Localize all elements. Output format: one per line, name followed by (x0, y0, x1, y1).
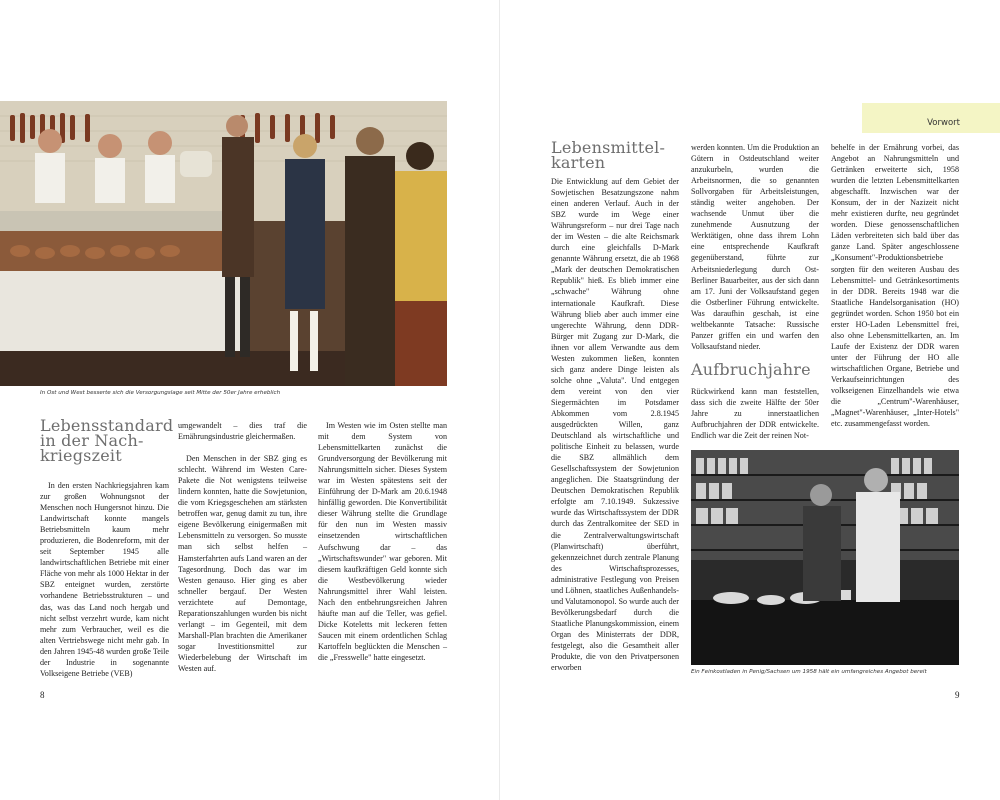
photo-caption: In Ost und West besserte sich die Versorgungslage seit Mitte der 50er Jahre erheblich (40, 390, 281, 396)
paragraph: werden konnten. Um die Produktion an Gütern in Ostdeutschland weiter anzukurbeln, wurden die Arbeitsnormen, die so genannten Sollvorgaben für Arbeitsleistungen, ständig weiter angehoben. Der wachsende Unmut über die zunehmende Ausnutzung der Werktätigen, ohne dass ihrem Lohn eine entsprechende Kaufkraft gegenüberstand, führte zur Arbeitsniederlegung durch Ost-Berliner Bauarbeiter, aus der sich dann am 17. Juni der Volksaufstand gegen die Ostberliner Führung entwickelte. Was daraufhin geschah, ist eine weltbekannte Tatsache: Russische Panzer griffen ein und warfen den Volksaufstand nieder. (691, 143, 819, 351)
section-tab[interactable] (862, 103, 1000, 133)
photo-caption: Ein Feinkostladen in Penig/Sachsen um 1958 hält ein umfangreiches Angebot bereit (691, 669, 927, 675)
heading-line: Lebensstandard (40, 416, 174, 435)
paragraph: Rückwirkend kann man feststellen, dass sich die zweite Hälfte der 50er Jahre zu innerstaatlichen Aufbruchjahren der DDR entwickelte. Endlich war die Zeit der reinen Not- (691, 387, 819, 441)
section-tab-label: Vorwort (927, 118, 960, 128)
right-column-1 (551, 176, 679, 673)
paragraph: Die Entwicklung auf dem Gebiet der Sowjetischen Besatzungszone nahm einen anderen Verlauf. Auch in der SBZ wurde im Wege einer Währungsreform – nur drei Tage nach der im Westen – die alte Reichsmark durch eine gleichfalls D-Mark genannte Währung ersetzt, die ab 1968 „Mark der deutschen Demokratischen Republik" hieß. Es blieb immer eine „schwache" Währung ohne internationale Kaufkraft. Diese Währung blieb aber auch immer eine ungerechte Währung, denn DDR-Bürger mit Zugang zur D-Mark, die ihnen vor allem Verwandte aus dem Westen zukommen ließen, konnten sich ganz andere Dinge leisten als solche ohne „Valuta". Und entgegen dem vereint von den vier Siegermächten im Potsdamer Abkommen vom 2.8.1945 ausgedrückten Willen, ganz Deutschland als wirtschaftliche und politische Einheit zu belassen, wurde die SBZ allmählich dem Gesellschaftssystem der Sowjetunion angeglichen. Die Staatsgründung der Deutschen Demokratischen Republik erfolgte am 7.10.1949. Sukzessive wurde das Wirtschaftssystem der DDR durch das Zentralkomitee der SED in die Zentralverwaltungswirtschaft (Planwirtschaft) überführt, gekennzeichnet durch zentrale Planung des Wirtschaftsprozesses, administrative Festlegung von Preisen und Löhnen, staatliches Außenhandels- und Valutamonopol. So wurde auch der Bevölkerungsbedarf durch die Staatliche Planungskommission, einem Organ des Ministerrats der DDR, festgelegt, also die Gesamtheit aller Produkte, die von den Privatpersonen erworben (551, 177, 679, 673)
paragraph: umgewandelt – dies traf die Ernährungsindustrie gleichermaßen. (178, 421, 307, 442)
photo-deli-shop (691, 450, 959, 665)
paragraph: In den ersten Nachkriegsjahren kam zur großen Wohnungsnot der Menschen noch Hungersnot hinzu. Die Landwirtschaft konnte mangels Betriebsmitteln kaum mehr produzieren, die Bodenreform, mit der seit September 1945 alle landwirtschaftlichen Betriebe mit einer Fläche von mehr als 1000 Hektar in der SBZ enteignet wurden, zerstörte vorhandene Betriebsstrukturen – und das, was das Land noch hergab und nicht selbst verzehrt wurde, kam nicht mehr zum Verbraucher, weil es die alten Vertriebswege nicht mehr gab. In den Jahren 1945-48 wurden große Teile der Industrie in sogenannte Volkseigene Betriebe (VEB) (40, 481, 169, 678)
heading-aufbruchjahre (691, 362, 821, 377)
photo-butcher-shop (0, 101, 447, 386)
heading-line: Aufbruchjahre (691, 360, 811, 379)
heading-lebensmittelkarten (551, 140, 681, 170)
left-column-2 (178, 420, 307, 674)
paragraph: behelfe in der Ernährung vorbei, das Angebot an Nahrungsmitteln und Getränken erweiterte sich, 1958 wurden die letzten Lebensmittelkarten abgeschafft. Inzwischen war der Konsum, der in der Nazizeit nicht mehr existieren durfte, neu gegründet worden. Diese genossenschaftlichen Läden verbreiteten sich bald über das ganze Land. Später angeschlossene „Konsument"-Produktionsbetriebe sorgten für den weiteren Ausbau des Lebensmittel- und Getränkesortiments in der DDR. Bereits 1948 war die Staatliche Handelsorganisation (HO) gegründet worden. Schon 1950 bot ein erster HO-Laden Lebensmittel frei, also ohne Lebensmittelkarten, an. Im Laufe der Existenz der DDR waren unter der Führung der HO alle wirtschaftlichen Organe, Betriebe und Verkaufseinrichtungen des volkseigenen Einzelhandels wie etwa die „Centrum"-Warenhäuser, „Magnet"-Warenhäuser, „Inter-Hotels" etc. zusammengefasst worden. (831, 143, 959, 429)
heading-line: Lebensmittel- (551, 138, 666, 157)
heading-line: in der Nach- (40, 431, 144, 450)
heading-line: karten (551, 153, 606, 172)
page-number-right: 9 (955, 690, 960, 700)
right-column-2-top (691, 142, 819, 352)
right-column-2-bottom (691, 386, 819, 441)
left-column-1 (40, 480, 169, 679)
left-column-3 (318, 420, 447, 663)
paragraph: Den Menschen in der SBZ ging es schlecht. Während im Westen Care-Pakete die Not wenigstens teilweise lindern konnten, hatte die Sowjetunion, die vom Kriegsgeschehen am stärksten betroffen war, genug damit zu tun, ihre eigene Bevölkerung einigermaßen mit Lebensmitteln zu versorgen. So musste man sich selbst helfen – Hamsterfahrten aufs Land waren an der Tagesordnung. Doch das war im Westen genauso. Hier ging es aber schneller bergauf. Der Westen verzichtete auf Demontage, Reparationszahlungen wurden bis nicht verlangt – im Gegenteil, mit dem Marshall-Plan brachten die Amerikaner sogar Investitionsmittel zur Wiederbelebung der Wirtschaft im Westen auf. (178, 454, 307, 673)
right-column-3 (831, 142, 959, 429)
paragraph: Im Westen wie im Osten stellte man mit dem System von Lebensmittelkarten zunächst die Grundversorgung der Bevölkerung mit Nahrungsmitteln sicher. Dieses System war im Westen spätestens seit der Einführung der D-Mark am 20.6.1948 hinfällig geworden. Die Konvertibilität dieser Währung stellte die Grundlage für den nun im Westen massiv einsetzenden wirtschaftlichen Aufschwung dar – das „Wirtschaftswunder" war geboren. Mit diesem kaufkräftigen Geld konnte sich die Westbevölkerung wieder Nahrungsmittel ihrer Wahl leisten. Nach den entbehrungsreichen Jahren häufte man auf die Teller, was gefiel. Dicke Koteletts mit leckeren fetten Saucen mit einem ordentlichen Schlag Kartoffeln beglückten die Menschen – die „Fresswelle" hatte eingesetzt. (318, 421, 447, 662)
heading-lebensstandard (40, 418, 175, 463)
page-number-left: 8 (40, 690, 45, 700)
heading-line: kriegszeit (40, 446, 122, 465)
